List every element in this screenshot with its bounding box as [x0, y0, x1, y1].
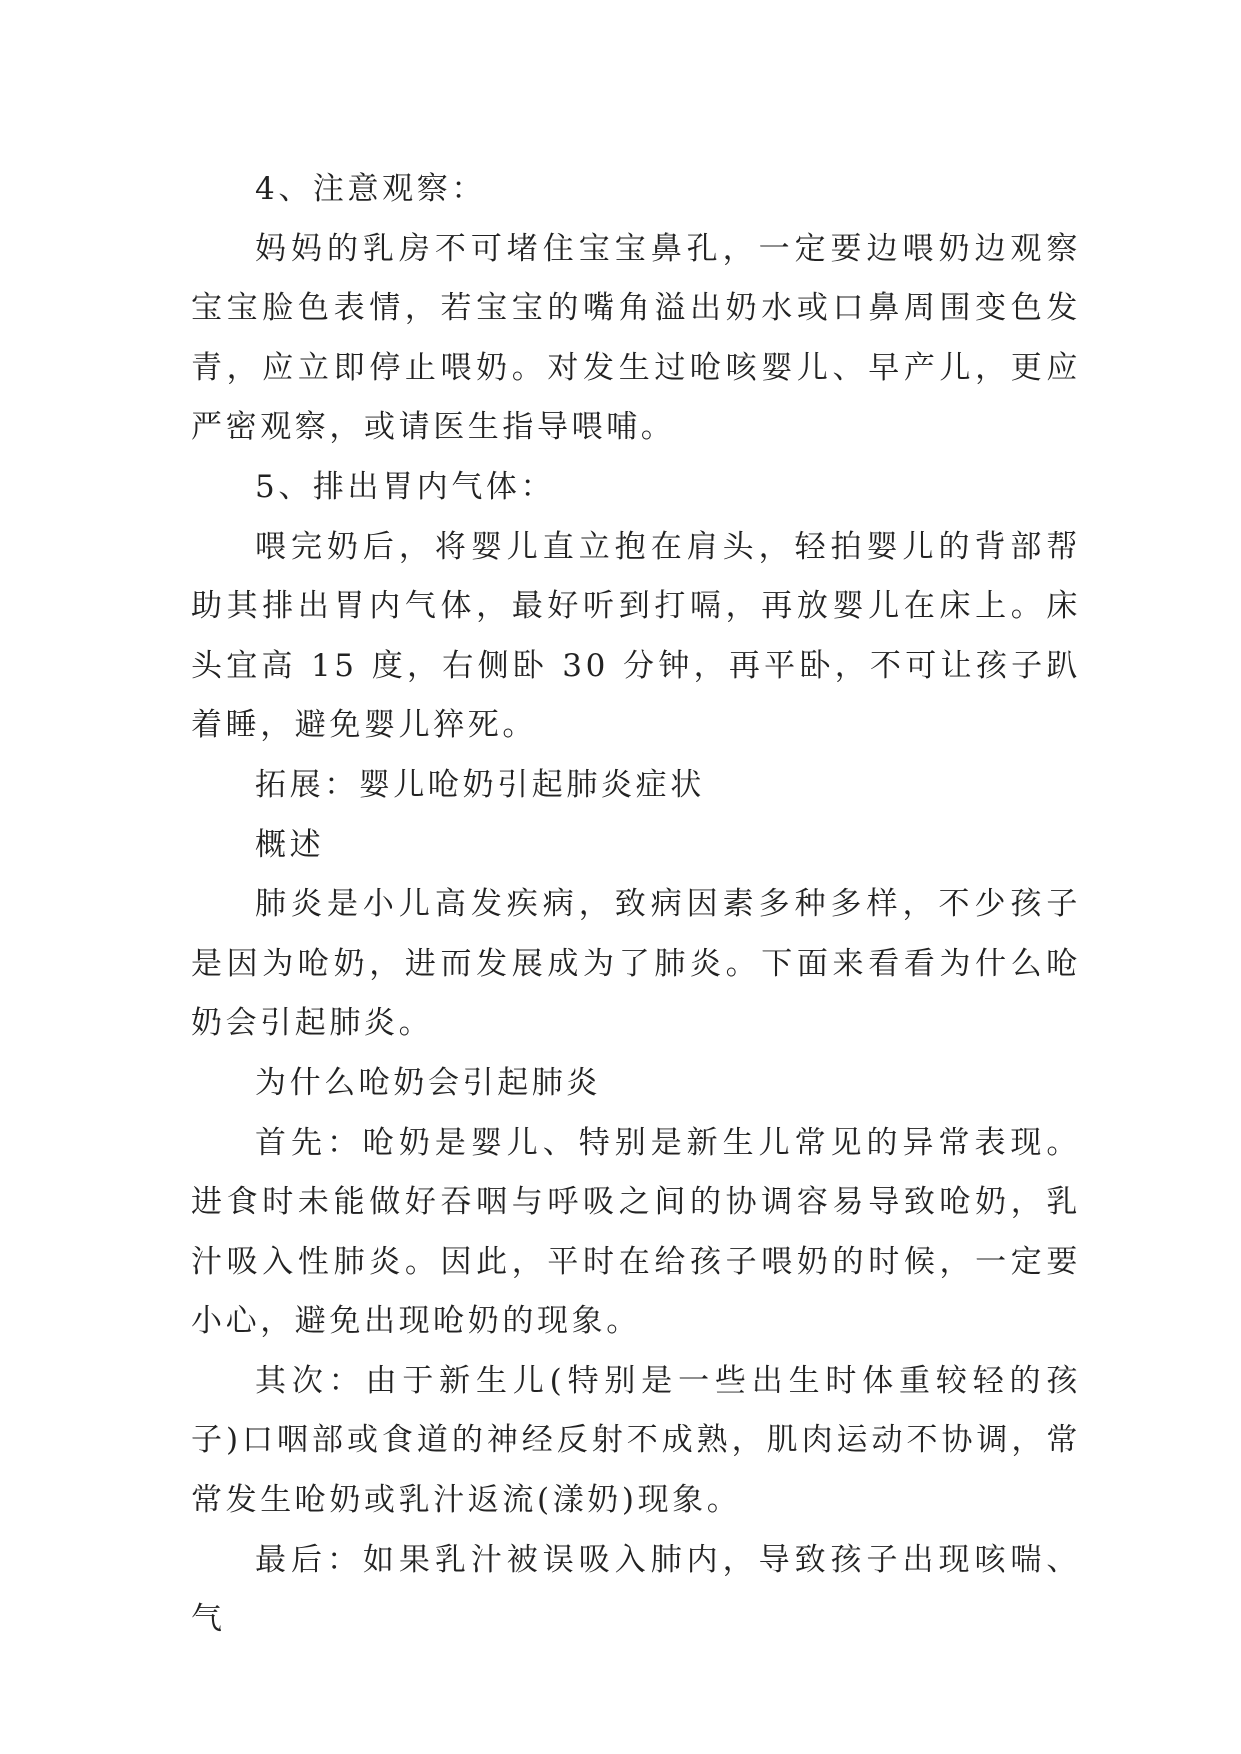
overview-heading: 概述 — [255, 826, 325, 863]
section-heading-observe: 4、注意观察： — [255, 171, 486, 207]
paragraph-overview: 肺炎是小儿高发疾病，致病因素多种多样，不少孩子是因为呛奶，进而发展成为了肺炎。下面来看看为什么呛奶会引起肺炎。 — [191, 886, 1081, 1042]
extension-heading: 拓展：婴儿呛奶引起肺炎症状 — [255, 766, 705, 803]
paragraph-second: 其次：由于新生儿(特别是一些出生时体重较轻的孩子)口咽部或食道的神经反射不成熟，肌肉运动不协调，常常发生呛奶或乳汁返流(漾奶)现象。 — [191, 1362, 1081, 1519]
paragraph-first: 首先：呛奶是婴儿、特别是新生儿常见的异常表现。进食时未能做好吞咽与呼吸之间的协调容易导致呛奶，乳汁吸入性肺炎。因此，平时在给孩子喂奶的时候，一定要小心，避免出现呛奶的现象。 — [191, 1124, 1081, 1340]
document-body — [191, 160, 1081, 1650]
paragraph-burp: 喂完奶后，将婴儿直立抱在肩头，轻拍婴儿的背部帮助其排出胃内气体，最好听到打嗝，再放婴儿在床上。床头宜高 15 度，右侧卧 30 分钟，再平卧，不可让孩子趴着睡，避免婴儿猝死。 — [191, 528, 1081, 744]
section-heading-burp: 5、排出胃内气体： — [255, 468, 556, 505]
why-heading: 为什么呛奶会引起肺炎 — [255, 1064, 601, 1101]
paragraph-last: 最后：如果乳汁被误吸入肺内，导致孩子出现咳喘、气 — [191, 1541, 1081, 1638]
paragraph-observe: 妈妈的乳房不可堵住宝宝鼻孔，一定要边喂奶边观察宝宝脸色表情，若宝宝的嘴角溢出奶水或口鼻周围变色发青，应立即停止喂奶。对发生过呛咳婴儿、早产儿，更应严密观察，或请医生指导喂哺。 — [191, 230, 1081, 446]
